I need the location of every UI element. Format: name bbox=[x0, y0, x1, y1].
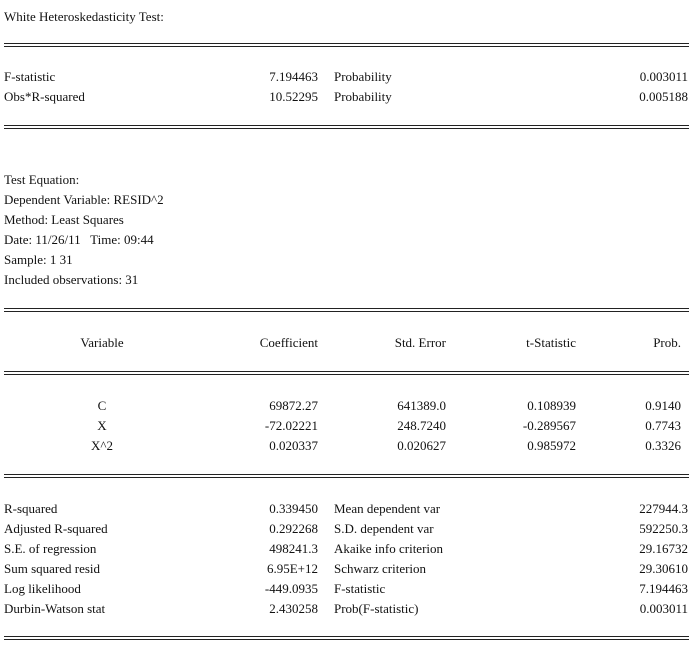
divider bbox=[4, 636, 689, 637]
summary-right-label: Akaike info criterion bbox=[334, 541, 444, 556]
summary-left-value: 0.339450 bbox=[269, 501, 318, 516]
divider bbox=[4, 128, 689, 129]
summary-left-value: 2.430258 bbox=[269, 601, 318, 616]
divider bbox=[4, 374, 689, 375]
divider bbox=[4, 371, 689, 372]
sample: Sample: 1 31 bbox=[4, 252, 73, 267]
summary-left-label: Adjusted R-squared bbox=[4, 521, 108, 536]
row-coefficient: -72.02221 bbox=[264, 418, 318, 433]
row-std-error: 248.7240 bbox=[397, 418, 446, 433]
test-equation-label: Test Equation: bbox=[4, 172, 80, 187]
summary-right-value: 592250.3 bbox=[639, 521, 688, 536]
row-std-error: 0.020627 bbox=[397, 438, 446, 453]
summary-right-value: 0.003011 bbox=[639, 601, 688, 616]
col-header-t-stat: t-Statistic bbox=[526, 335, 576, 350]
summary-left-label: Log likelihood bbox=[4, 581, 81, 596]
col-header-std-error: Std. Error bbox=[394, 335, 446, 350]
row-variable: X^2 bbox=[91, 438, 113, 453]
summary-left-value: 6.95E+12 bbox=[266, 561, 318, 576]
divider bbox=[4, 43, 689, 44]
summary-right-value: 7.194463 bbox=[639, 581, 688, 596]
row-prob: 0.3326 bbox=[645, 438, 681, 453]
divider bbox=[4, 477, 689, 478]
summary-right-value: 29.30610 bbox=[639, 561, 688, 576]
summary-left-label: Sum squared resid bbox=[4, 561, 101, 576]
summary-left-value: 0.292268 bbox=[269, 521, 318, 536]
divider bbox=[4, 311, 689, 312]
row-variable: C bbox=[97, 398, 107, 413]
dependent-variable: Dependent Variable: RESID^2 bbox=[4, 192, 164, 207]
fstat-prob: 0.003011 bbox=[639, 69, 688, 84]
summary-left-label: R-squared bbox=[4, 501, 58, 516]
summary-right-label: F-statistic bbox=[334, 581, 386, 596]
divider bbox=[4, 46, 689, 47]
summary-right-label: Prob(F-statistic) bbox=[334, 601, 419, 616]
row-prob: 0.7743 bbox=[645, 418, 681, 433]
obs-r2-label: Obs*R-squared bbox=[4, 89, 85, 104]
divider bbox=[4, 639, 689, 640]
row-coefficient: 69872.27 bbox=[269, 398, 318, 413]
divider bbox=[4, 474, 689, 475]
col-header-prob: Prob. bbox=[653, 335, 681, 350]
obs-r2-prob: 0.005188 bbox=[639, 89, 688, 104]
summary-left-value: -449.0935 bbox=[264, 581, 318, 596]
included-observations: Included observations: 31 bbox=[4, 272, 139, 287]
summary-right-value: 29.16732 bbox=[639, 541, 688, 556]
summary-right-label: S.D. dependent var bbox=[334, 521, 434, 536]
fstat-prob-label: Probability bbox=[334, 69, 392, 84]
summary-right-label: Mean dependent var bbox=[334, 501, 441, 516]
row-t-stat: 0.985972 bbox=[527, 438, 576, 453]
row-std-error: 641389.0 bbox=[397, 398, 446, 413]
col-header-variable: Variable bbox=[80, 335, 124, 350]
row-t-stat: 0.108939 bbox=[527, 398, 576, 413]
row-prob: 0.9140 bbox=[645, 398, 681, 413]
row-variable: X bbox=[97, 418, 107, 433]
fstat-label: F-statistic bbox=[4, 69, 56, 84]
fstat-value: 7.194463 bbox=[269, 69, 318, 84]
method: Method: Least Squares bbox=[4, 212, 124, 227]
obs-r2-prob-label: Probability bbox=[334, 89, 392, 104]
row-coefficient: 0.020337 bbox=[269, 438, 318, 453]
summary-left-value: 498241.3 bbox=[269, 541, 318, 556]
date-time: Date: 11/26/11 Time: 09:44 bbox=[4, 232, 154, 247]
obs-r2-value: 10.52295 bbox=[269, 89, 318, 104]
row-t-stat: -0.289567 bbox=[522, 418, 576, 433]
divider bbox=[4, 125, 689, 126]
summary-right-value: 227944.3 bbox=[639, 501, 688, 516]
summary-left-label: S.E. of regression bbox=[4, 541, 97, 556]
summary-left-label: Durbin-Watson stat bbox=[4, 601, 106, 616]
report-title: White Heteroskedasticity Test: bbox=[4, 9, 164, 24]
divider bbox=[4, 308, 689, 309]
summary-right-label: Schwarz criterion bbox=[334, 561, 427, 576]
col-header-coefficient: Coefficient bbox=[259, 335, 318, 350]
